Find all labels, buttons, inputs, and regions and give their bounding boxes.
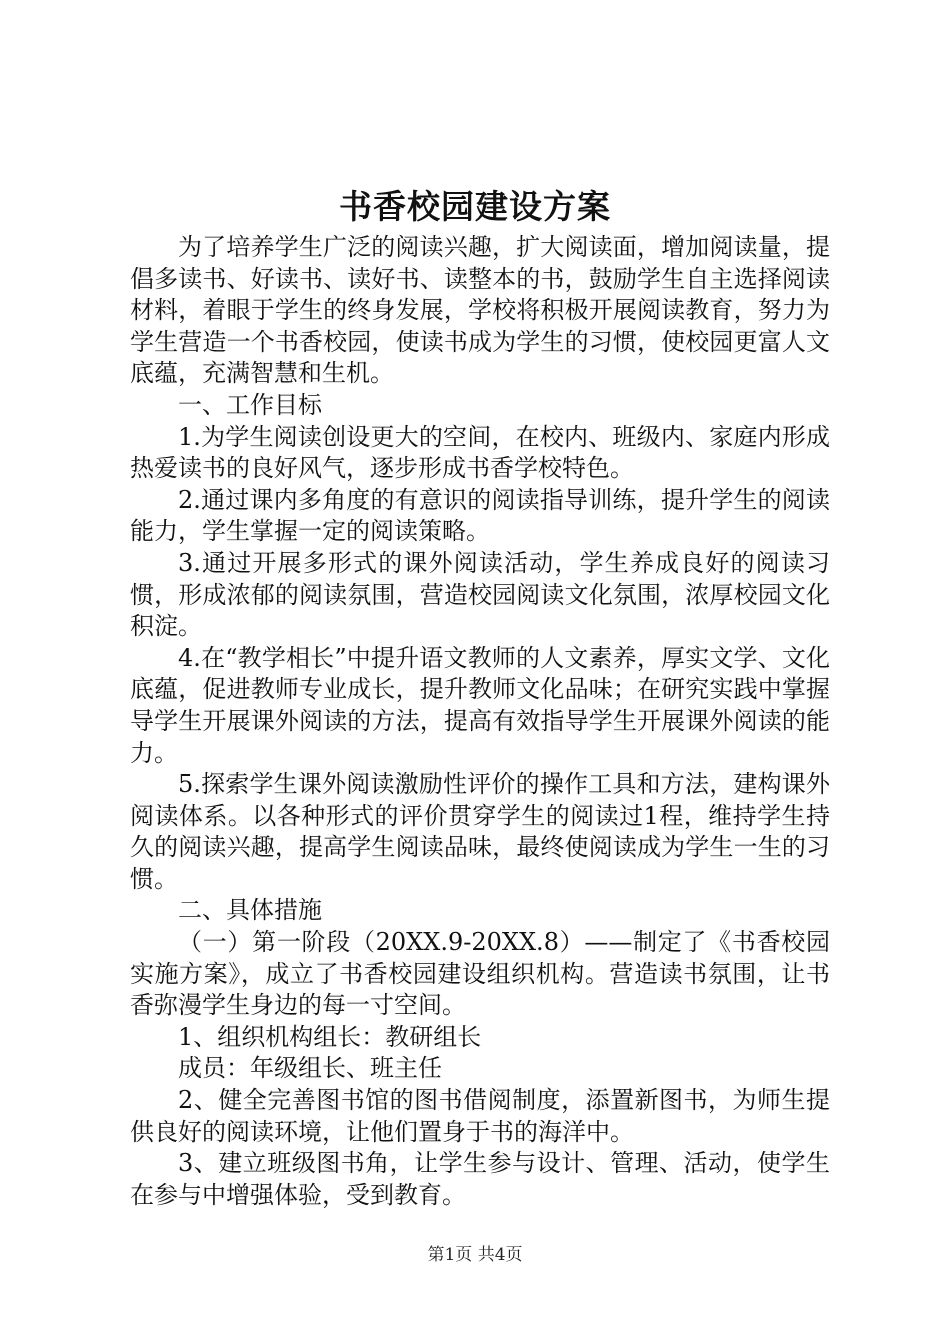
measure-item-3: 3、建立班级图书角，让学生参与设计、管理、活动，使学生在参与中增强体验，受到教育。	[130, 1149, 830, 1209]
intro-paragraph: 为了培养学生广泛的阅读兴趣，扩大阅读面，增加阅读量，提倡多读书、好读书、读好书、读整本的书，鼓励学生自主选择阅读材料，着眼于学生的终身发展，学校将积极开展阅读教育，努力为学生营造一个书香校园，使读书成为学生的习惯，使校园更富人文底蕴，充满智慧和生机。	[130, 233, 830, 388]
measure-item-1: 1、组织机构组长：教研组长	[178, 1022, 482, 1051]
goal-item-5: 5.探索学生课外阅读激励性评价的操作工具和方法，建构课外阅读体系。以各种形式的评价贯穿学生的阅读过1程，维持学生持久的阅读兴趣，提高学生阅读品味，最终使阅读成为学生一生的习惯。	[130, 770, 830, 893]
document-body	[130, 232, 830, 1211]
goal-item-2: 2.通过课内多角度的有意识的阅读指导训练，提升学生的阅读能力，学生掌握一定的阅读策略。	[130, 485, 830, 546]
page-footer: 第1页 共4页	[427, 1245, 523, 1265]
measure-item-2: 2、健全完善图书馆的图书借阅制度，添置新图书，为师生提供良好的阅读环境，让他们置身于书的海洋中。	[130, 1086, 830, 1146]
section-heading-measures: 二、具体措施	[178, 896, 322, 925]
phase-one-paragraph: （一）第一阶段（20XX.9-20XX.8）——制定了《书香校园实施方案》，成立了书香校园建设组织机构。营造读书氛围，让书香弥漫学生身边的每一寸空间。	[130, 928, 830, 1020]
goal-item-3: 3.通过开展多形式的课外阅读活动，学生养成良好的阅读习惯，形成浓郁的阅读氛围，营造校园阅读文化氛围，浓厚校园文化积淀。	[130, 548, 830, 641]
goal-item-1: 1.为学生阅读创设更大的空间，在校内、班级内、家庭内形成热爱读书的良好风气，逐步形成书香学校特色。	[130, 422, 830, 483]
document-title: 书香校园建设方案	[339, 187, 611, 226]
members-line: 成员：年级组长、班主任	[178, 1054, 442, 1083]
section-heading-goals: 一、工作目标	[178, 390, 322, 419]
goal-item-4: 4.在“教学相长”中提升语文教师的人文素养，厚实文学、文化底蕴，促进教师专业成长，提升教师文化品味；在研究实践中掌握导学生开展课外阅读的方法，提高有效指导学生开展课外阅读的能力。	[130, 643, 830, 767]
